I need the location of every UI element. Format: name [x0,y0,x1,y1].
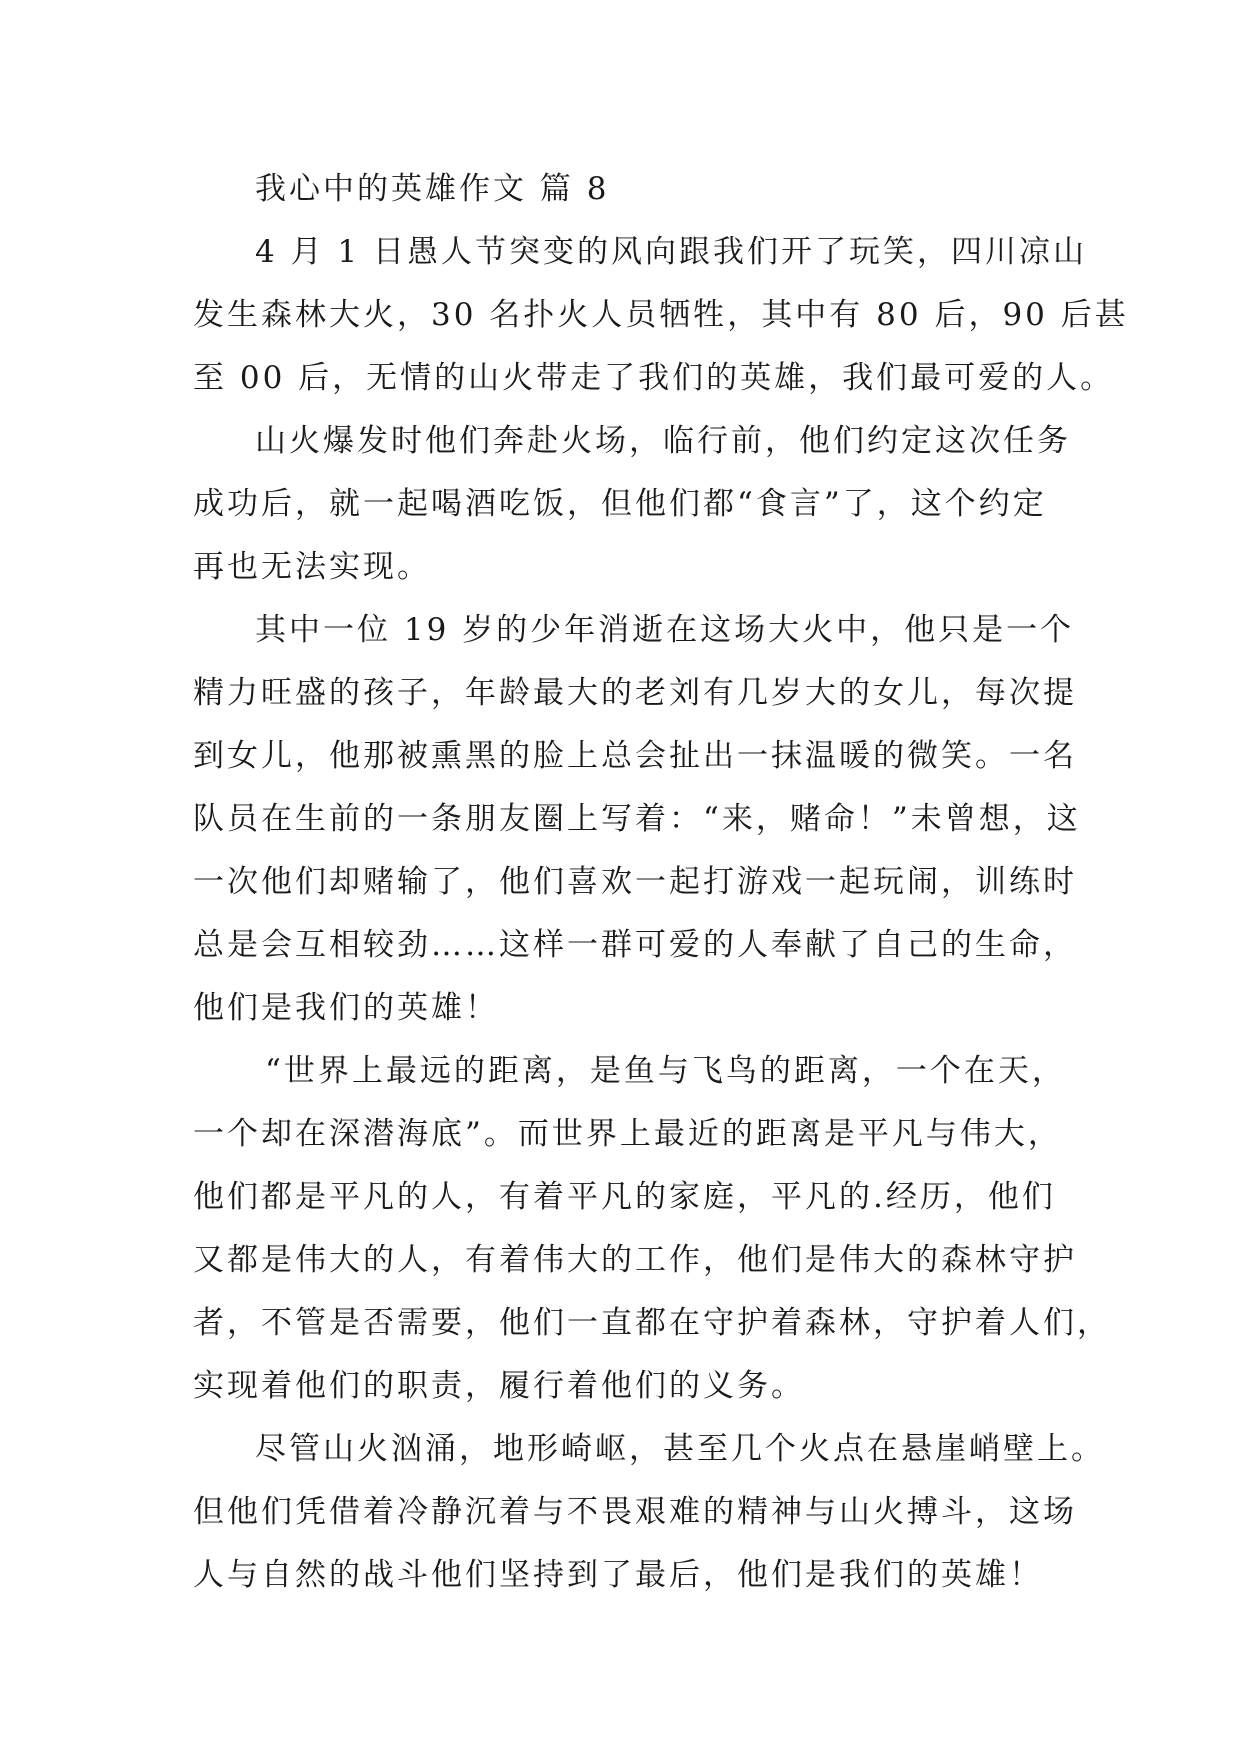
paragraph-3-line-1: 其中一位 19 岁的少年消逝在这场大火中，他只是一个 [255,612,1075,648]
paragraph-3-line-7: 他们是我们的英雄！ [193,990,499,1026]
paragraph-3-line-3: 到女儿，他那被熏黑的脸上总会扯出一抹温暖的微笑。一名 [193,738,1077,774]
document-body [193,158,1129,1607]
paragraph-2-line-3: 再也无法实现。 [193,549,431,585]
paragraph-1-line-1: 4 月 1 日愚人节突变的风向跟我们开了玩笑，四川凉山 [255,234,1088,270]
paragraph-4-line-5: 者，不管是否需要，他们一直都在守护着森林，守护着人们， [193,1305,1111,1341]
paragraph-4-line-6: 实现着他们的职责，履行着他们的义务。 [193,1368,805,1404]
paragraph-5-line-3: 人与自然的战斗他们坚持到了最后，他们是我们的英雄！ [193,1557,1043,1593]
paragraph-1-line-2: 发生森林大火，30 名扑火人员牺牲，其中有 80 后，90 后甚 [193,297,1129,333]
paragraph-2-line-2: 成功后，就一起喝酒吃饭，但他们都“食言”了，这个约定 [193,486,1047,522]
paragraph-5-line-2: 但他们凭借着冷静沉着与不畏艰难的精神与山火搏斗，这场 [193,1494,1077,1530]
paragraph-3-line-4: 队员在生前的一条朋友圈上写着：“来，赌命！”未曾想，这 [193,801,1081,837]
paragraph-2-line-1: 山火爆发时他们奔赴火场，临行前，他们约定这次任务 [255,423,1071,459]
document-title: 我心中的英雄作文 篇 8 [255,171,610,207]
paragraph-3-line-5: 一次他们却赌输了，他们喜欢一起打游戏一起玩闹，训练时 [193,864,1077,900]
paragraph-4-line-1: “世界上最远的距离，是鱼与飞鸟的距离，一个在天， [265,1053,1066,1089]
paragraph-4-line-4: 又都是伟大的人，有着伟大的工作，他们是伟大的森林守护 [193,1242,1077,1278]
paragraph-3-line-2: 精力旺盛的孩子，年龄最大的老刘有几岁大的女儿，每次提 [193,675,1077,711]
paragraph-4-line-3: 他们都是平凡的人，有着平凡的家庭，平凡的.经历，他们 [193,1179,1056,1215]
paragraph-4-line-2: 一个却在深潜海底”。而世界上最近的距离是平凡与伟大， [193,1116,1062,1152]
paragraph-5-line-1: 尽管山火汹涌，地形崎岖，甚至几个火点在悬崖峭壁上。 [255,1431,1105,1467]
paragraph-3-line-6: 总是会互相较劲……这样一群可爱的人奉献了自己的生命， [193,927,1077,963]
paragraph-1-line-3: 至 00 后，无情的山火带走了我们的英雄，我们最可爱的人。 [193,360,1115,396]
